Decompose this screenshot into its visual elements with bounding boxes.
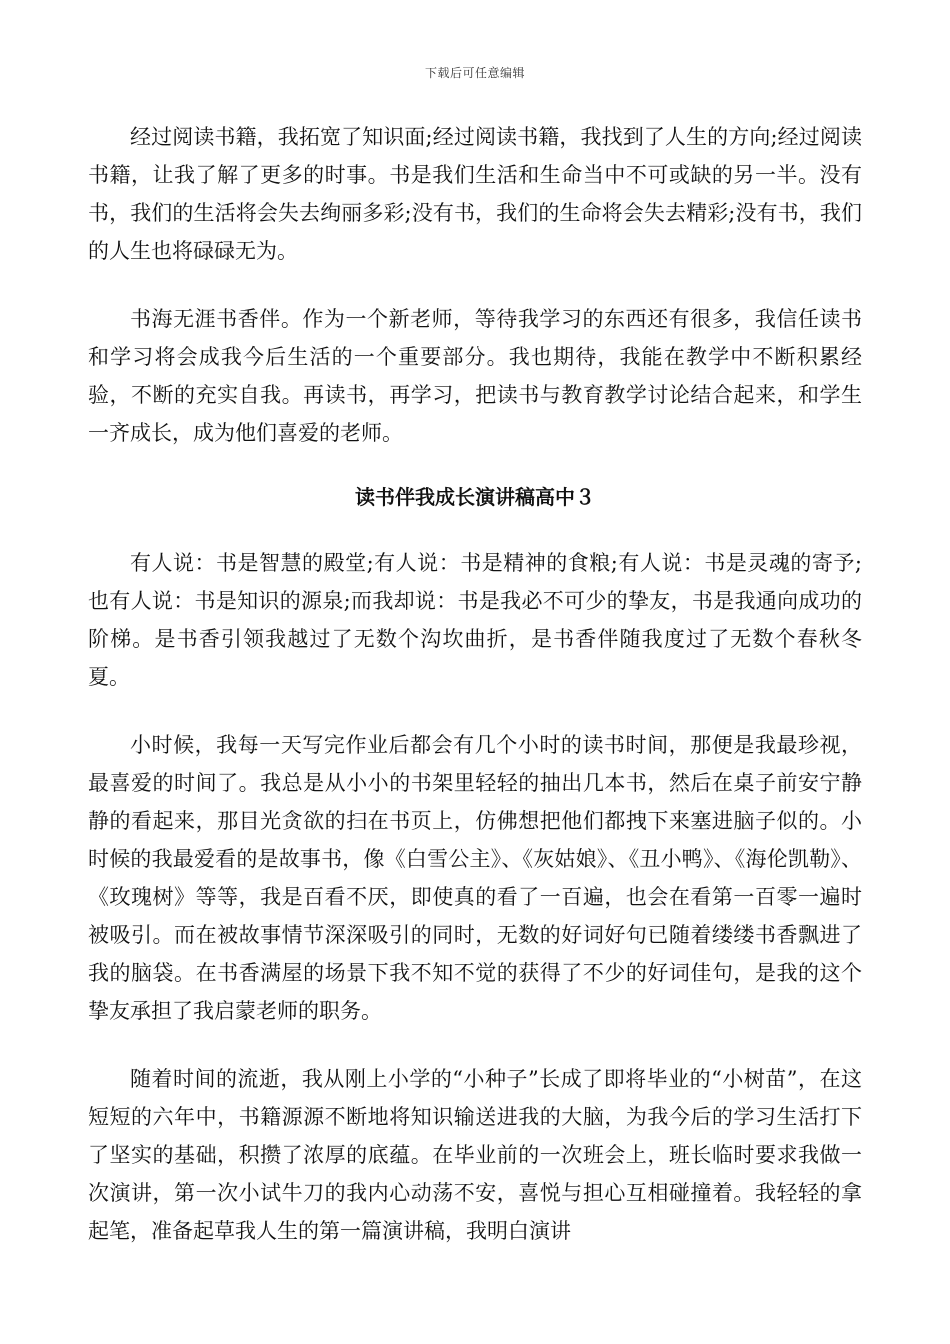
page-header-note: 下载后可任意编辑 [424,66,525,80]
paragraph: 小时候，我每一天写完作业后都会有几个小时的读书时间，那便是我最珍视，最喜爱的时间了。我总是从小小的书架里轻轻的抽出几本书，然后在桌子前安宁静静的看起来，那目光贪欲的扫在书页上，仿佛想把他们都拽下来塞进脑子似的。小时候的我最爱看的是故事书，像《白雪公主》、《灰姑娘》、《丑小鸭》、《海伦凯勒》、《玫瑰树》等等，我是百看不厌，即使真的看了一百遍，也会在看第一百零一遍时被吸引。而在被故事情节深深吸引的同时，无数的好词好句已随着缕缕书香飘进了我的脑袋。在书香满屋的场景下我不知不觉的获得了不少的好词佳句，是我的这个挚友承担了我启蒙老师的职务。 [88,733,862,1023]
paragraph: 随着时间的流逝，我从刚上小学的“小种子”长成了即将毕业的“小树苗”，在这短短的六年中，书籍源源不断地将知识输送进我的大脑，为我今后的学习生活打下了坚实的基础，积攒了浓厚的底蕴。在毕业前的一次班会上，班长临时要求我做一次演讲，第一次小试牛刀的我内心动荡不安，喜悦与担心互相碰撞着。我轻轻的拿起笔，准备起草我人生的第一篇演讲稿，我明白演讲 [88,1067,862,1243]
paragraph: 书海无涯书香伴。作为一个新老师，等待我学习的东西还有很多，我信任读书和学习将会成我今后生活的一个重要部分。我也期待，我能在教学中不断积累经验，不断的充实自我。再读书，再学习，把读书与教育教学讨论结合起来，和学生一齐成长，成为他们喜爱的老师。 [88,307,862,445]
document-body [88,118,862,1280]
section-title: 读书伴我成长演讲稿高中３ [355,485,595,509]
paragraph: 有人说：书是智慧的殿堂;有人说：书是精神的食粮;有人说：书是灵魂的寄予;也有人说：书是知识的源泉;而我却说：书是我必不可少的挚友，书是我通向成功的阶梯。是书香引领我越过了无数个沟坎曲折，是书香伴随我度过了无数个春秋冬夏。 [88,551,862,689]
paragraph: 经过阅读书籍，我拓宽了知识面;经过阅读书籍，我找到了人生的方向;经过阅读书籍，让我了解了更多的时事。书是我们生活和生命当中不可或缺的另一半。没有书，我们的生活将会失去绚丽多彩;没有书，我们的生命将会失去精彩;没有书，我们的人生也将碌碌无为。 [88,125,862,263]
